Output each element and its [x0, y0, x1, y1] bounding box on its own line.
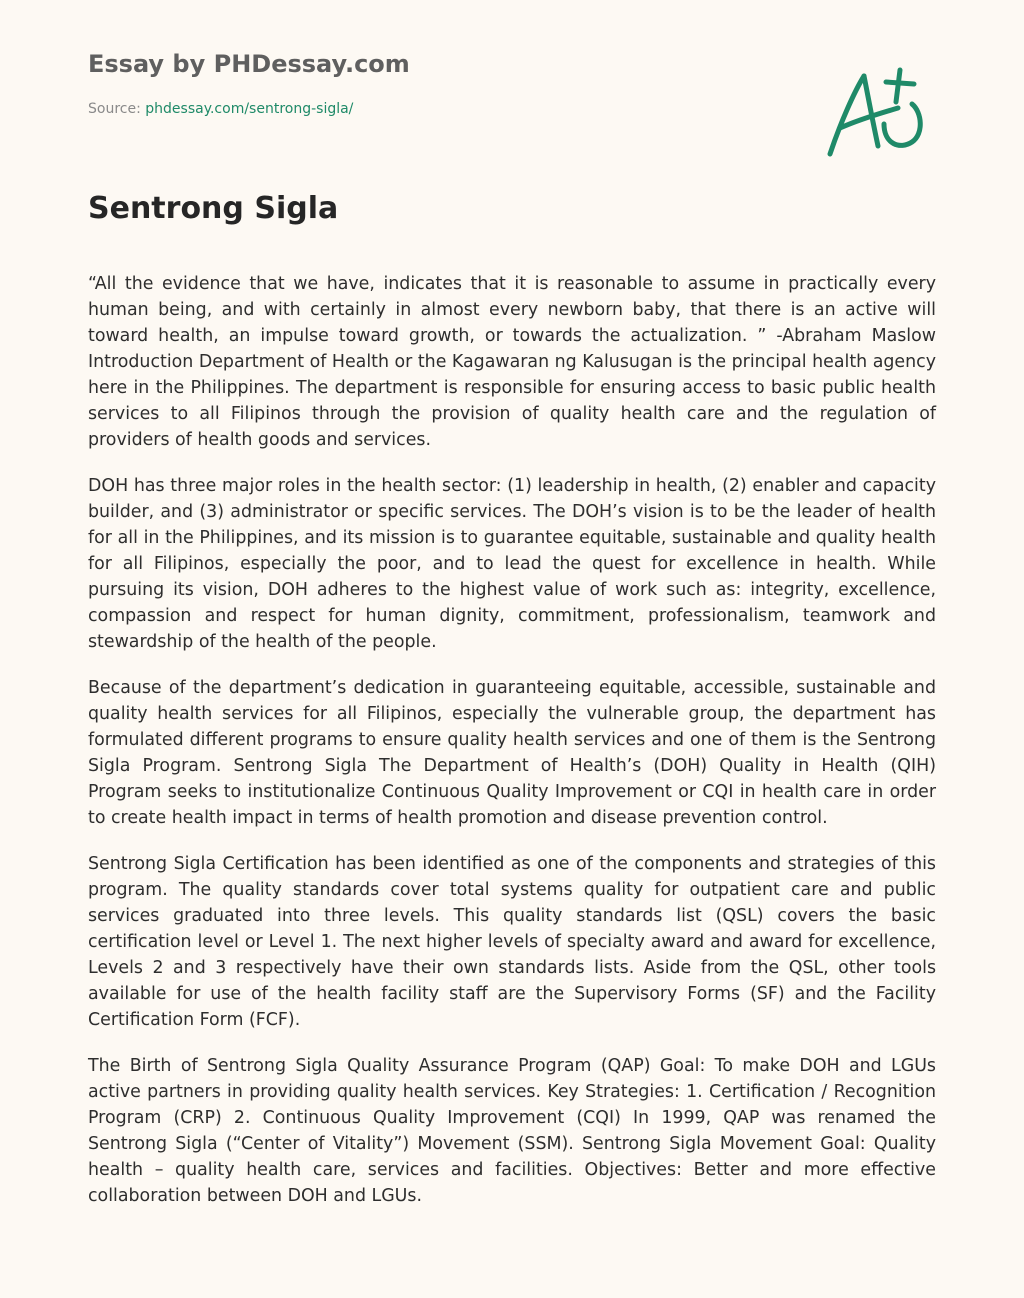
essay-body: [88, 271, 936, 1229]
source-label: Source:: [88, 101, 141, 117]
source-line: [88, 101, 353, 117]
site-title: Essay by PHDessay.com: [88, 50, 410, 78]
source-link[interactable]: phdessay.com/sentrong-sigla/: [145, 101, 354, 117]
essay-paragraph: The Birth of Sentrong Sigla Quality Assurance Program (QAP) Goal: To make DOH and LGUs active partners in providing quality health services. Key Strategies: 1. Certification / Recognition Program (CRP) 2. Continuous Quality Improvement (CQI) In 1999, QAP was renamed the Sentrong Sigla (“Center of Vitality”) Movement (SSM). Sentrong Sigla Movement Goal: Quality health – quality health care, services and facilities. Objectives: Better and more effective collaboration between DOH and LGUs.: [88, 1056, 936, 1206]
essay-paragraph: Because of the department’s dedication in guaranteeing equitable, accessible, sustainable and quality health services for all Filipinos, especially the vulnerable group, the department has formulated different programs to ensure quality health services and one of them is the Sentrong Sigla Program. Sentrong Sigla The Department of Health’s (DOH) Quality in Health (QIH) Program seeks to institutionalize Continuous Quality Improvement or CQI in health care in order to create health impact in terms of health promotion and disease prevention control.: [88, 678, 936, 828]
essay-paragraph: DOH has three major roles in the health sector: (1) leadership in health, (2) enabler and capacity builder, and (3) administrator or specific services. The DOH’s vision is to be the leader of health for all in the Philippines, and its mission is to guarantee equitable, sustainable and quality health for all Filipinos, especially the poor, and to lead the quest for excellence in health. While pursuing its vision, DOH adheres to the highest value of work such as: integrity, excellence, compassion and respect for human dignity, commitment, professionalism, teamwork and stewardship of the health of the people.: [88, 476, 936, 652]
a-plus-logo-icon: [818, 62, 930, 162]
essay-paragraph: “All the evidence that we have, indicates that it is reasonable to assume in practically every human being, and with certainly in almost every newborn baby, that there is an active will toward health, an impulse toward growth, or towards the actualization. ” -Abraham Maslow Introduction Department of Health or the Kagawaran ng Kalusugan is the principal health agency here in the Philippines. The department is responsible for ensuring access to basic public health services to all Filipinos through the provision of quality health care and the regulation of providers of health goods and services.: [88, 274, 936, 450]
essay-title: Sentrong Sigla: [88, 191, 339, 226]
essay-paragraph: Sentrong Sigla Certification has been identified as one of the components and strategies of this program. The quality standards cover total systems quality for outpatient care and public services graduated into three levels. This quality standards list (QSL) covers the basic certification level or Level 1. The next higher levels of specialty award and award for excellence, Levels 2 and 3 respectively have their own standards lists. Aside from the QSL, other tools available for use of the health facility staff are the Supervisory Forms (SF) and the Facility Certification Form (FCF).: [88, 854, 936, 1030]
